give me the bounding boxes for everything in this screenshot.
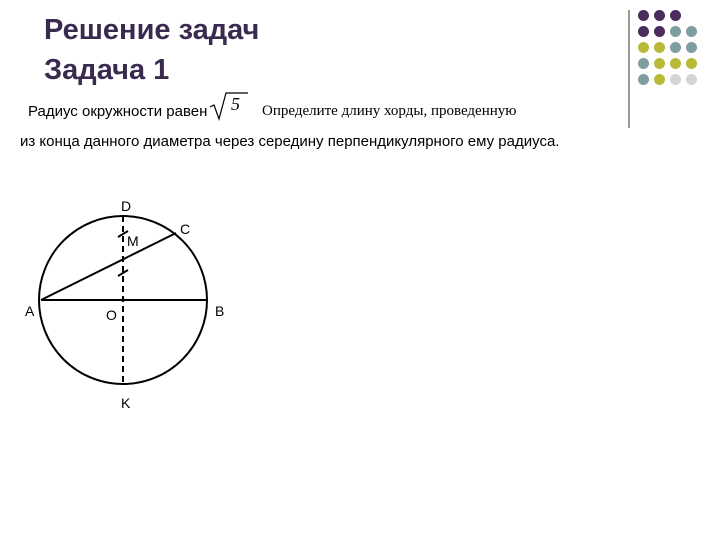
label-d: D (121, 198, 132, 214)
label-c: C (180, 221, 191, 237)
slide-subtitle: Задача 1 (44, 54, 170, 86)
label-b: B (215, 303, 225, 319)
slide-title: Решение задач (44, 14, 260, 46)
sqrt-value: 5 (231, 94, 240, 114)
problem-text-part1: Радиус окружности равен (28, 103, 208, 120)
label-o: O (106, 307, 117, 323)
label-a: A (25, 303, 35, 319)
label-k: K (121, 395, 131, 411)
center-point (121, 298, 125, 302)
problem-text-line2: из конца данного диаметра через середину перпендикулярного ему радиуса. (20, 133, 560, 150)
label-m: M (127, 233, 139, 249)
problem-text-part2: Определите длину хорды, проведенную (262, 103, 517, 119)
